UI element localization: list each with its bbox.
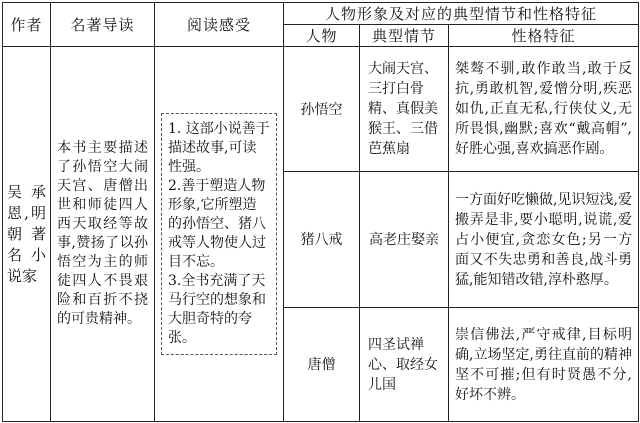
author-cell [3,47,51,422]
trait-text: 桀骜不驯,敢作敢当,敢于反抗,勇敢机智,爱憎分明,疾恶如仇,正直无私,行侠仗义,无所畏惧,幽默;喜欢“戴高帽”,好胜心强,喜欢搞恶作剧。 [455,61,633,157]
guide-cell [51,47,155,422]
plot-cell [360,308,449,422]
impression-item: 1. 这部小说善于描述故事,可读性强。 [168,121,270,175]
header-guide: 名著导读 [51,3,155,47]
character-name: 唐僧 [307,357,336,373]
header-plot: 典型情节 [360,25,449,47]
trait-text: 崇信佛法,严守戒律,目标明确,立场坚定,勇往直前的精神坚不可摧;但有时贤愚不分,好坏不辨。 [455,326,633,403]
impression-cell [155,47,284,422]
impression-list [161,113,277,355]
plot-text: 四圣试禅心、取经女儿国 [368,336,438,393]
impression-item: 2.善于塑造人物形象,它所塑造的孙悟空、猪八戒等人物使人过目不忘。 [168,178,266,270]
trait-cell [449,172,639,308]
character-cell [284,172,360,308]
trait-cell [449,47,639,172]
plot-text: 大闹天宫、三打白骨精、真假美猴王、三借芭蕉扇 [368,61,438,157]
author-text: 吴承恩,明朝著名小说家 [7,182,46,285]
plot-text: 高老庄娶亲 [369,231,439,248]
trait-text: 一方面好吃懒做,见识短浅,爱搬弄是非,要小聪明,说谎,爱占小便宜,贪恋女色;另一方面又不失忠勇和善良,战斗勇猛,能知错改错,淳朴憨厚。 [455,191,633,288]
trait-cell [449,308,639,422]
character-cell [284,47,360,172]
character-name: 孙悟空 [300,101,343,118]
character-name: 猪八戒 [300,232,343,248]
header-impression: 阅读感受 [155,3,284,47]
impression-item: 3.全书充满了天马行空的想象和大胆奇特的夸张。 [168,273,266,346]
character-cell [284,308,360,422]
plot-cell [360,47,449,172]
guide-text: 本书主要描述了孙悟空大闹天宫、唐僧出世和师徒四人西天取经等故事,赞扬了以孙悟空为主的师徒四人不畏艰险和百折不挠的可贵精神。 [57,140,148,327]
header-group: 人物形象及对应的典型情节和性格特征 [284,3,639,25]
header-trait: 性格特征 [449,25,639,47]
plot-cell [360,172,449,308]
header-author: 作者 [3,3,51,47]
header-character: 人物 [284,25,360,47]
reading-table [2,2,639,422]
